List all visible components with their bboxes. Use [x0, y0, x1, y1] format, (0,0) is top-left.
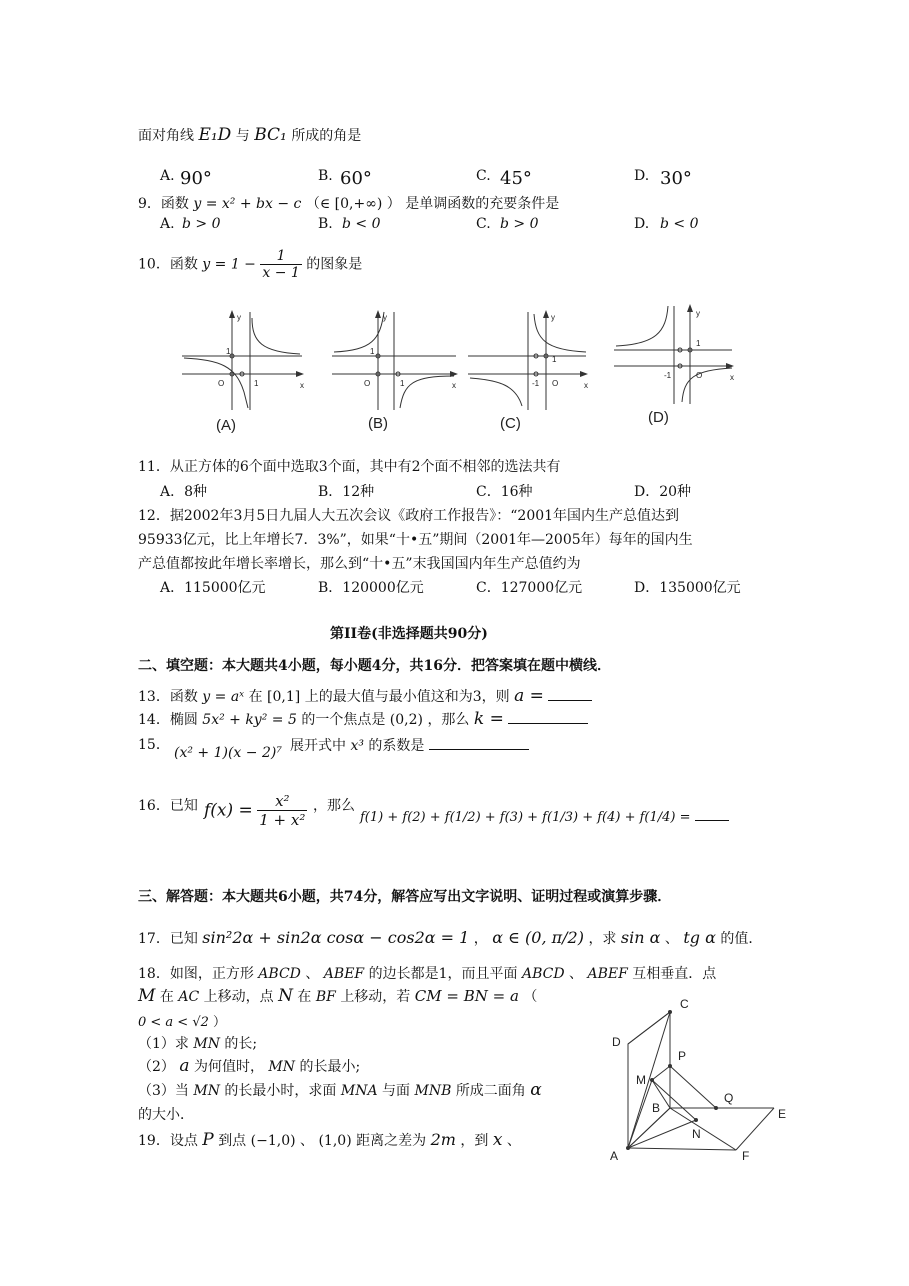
- q19-sep: 、: [300, 1133, 315, 1149]
- q10-frac-num: 1: [260, 248, 301, 265]
- q19-p2: (1,0): [318, 1133, 352, 1149]
- q18-sub3b: 的大小．: [138, 1107, 194, 1123]
- fig-label-a: A: [610, 1149, 619, 1163]
- fig-label-p: P: [678, 1049, 687, 1063]
- q18-n: N: [278, 986, 293, 1006]
- q9-rest: 是单调函数的充要条件是: [405, 196, 560, 212]
- q13-c: 上的最大值与最小值这和为3，则: [304, 689, 510, 705]
- q12-line2: 95933亿元，比上年增长7．3%”，如果“十•五”期间（2001年—2005年）每年的国内生: [138, 532, 693, 548]
- q14-pt: (0,2): [389, 712, 423, 728]
- q15-a: 15．: [138, 737, 170, 753]
- q9-opt-b-label: B.: [318, 216, 333, 232]
- q18-m: M: [138, 986, 156, 1006]
- q19-a: 19．设点: [138, 1133, 198, 1149]
- fig-label-d: D: [612, 1035, 621, 1049]
- q13-ans: a =: [514, 686, 544, 706]
- q15-b: 展开式中: [290, 738, 346, 754]
- q19-c: 距离之差为: [356, 1133, 427, 1149]
- part2-title: 第II卷(非选择题共90分): [330, 626, 488, 642]
- fig-label-b: B: [652, 1101, 661, 1115]
- q18-l1b: 的边长都是1，而且平面: [368, 966, 518, 982]
- q18-l2c: 在: [297, 989, 312, 1005]
- q18-bf: BF: [315, 989, 336, 1005]
- q18-sep: 、: [305, 966, 320, 982]
- q18-paren2: ）: [213, 1015, 227, 1030]
- q18-s1: （1）求: [138, 1036, 189, 1052]
- graph-b-label: (B): [368, 415, 388, 432]
- q16-then: ，那么: [313, 798, 355, 814]
- q16-num: x²: [257, 792, 307, 811]
- q8-end: 所成的角是: [291, 128, 362, 144]
- q13-expr: y = aˣ: [202, 689, 245, 705]
- q17-a: 17．已知: [138, 931, 198, 947]
- graph-d-1y: 1: [696, 339, 701, 348]
- q8-opt-a-value: 90°: [180, 168, 212, 189]
- graph-c-y: y: [551, 313, 555, 322]
- q18-mn: MN: [193, 1036, 220, 1052]
- q12-line3: 产总值都按此年增长率增长，那么到“十•五”末我国国内年生产总值约为: [138, 556, 581, 572]
- graph-a-label: (A): [216, 417, 236, 434]
- q18-alpha: α: [530, 1080, 542, 1100]
- q14-c: ，那么: [427, 712, 470, 728]
- q13-interval: [0,1]: [267, 689, 301, 705]
- q14-b: 的一个焦点是: [301, 712, 386, 728]
- q10-num: 10．函数: [138, 256, 198, 273]
- q9-opt-c-label: C.: [476, 216, 491, 232]
- q8-opt-d-label: D.: [634, 168, 650, 184]
- q12-opt-c: C．127000亿元: [476, 580, 583, 596]
- graph-b-x: x: [452, 381, 456, 390]
- q8-text: 面对角线: [138, 128, 194, 144]
- q18-cond: CM = BN = a: [414, 987, 519, 1005]
- q19-m: 2m: [430, 1130, 456, 1149]
- q18-l1a: 18．如图，正方形: [138, 966, 254, 982]
- q14-ans: k =: [473, 709, 504, 729]
- graph-d-o: O: [696, 371, 703, 380]
- q18-s3d: 所成二面角: [455, 1083, 526, 1099]
- q12-opt-a: A．115000亿元: [160, 580, 266, 596]
- q8-opt-b-label: B.: [318, 168, 333, 184]
- q18-abef2: ABEF: [587, 966, 628, 982]
- q19-x: x: [492, 1130, 503, 1150]
- fig-label-n: N: [692, 1127, 701, 1141]
- fig-label-q: Q: [724, 1091, 734, 1105]
- q18-sep2: 、: [569, 966, 584, 982]
- q18-abef: ABEF: [323, 966, 365, 982]
- graph-c-label: (C): [500, 415, 521, 432]
- q8-with: 与: [235, 128, 250, 144]
- graph-d-label: (D): [648, 409, 669, 426]
- q18-s2c: 的长最小;: [299, 1059, 361, 1075]
- graph-a-1y: 1: [226, 347, 231, 356]
- q18-s3: （3）当: [138, 1083, 189, 1099]
- graph-a-y: y: [237, 313, 241, 322]
- q10-lhs: y = 1 −: [202, 256, 256, 273]
- q9-opt-b-value: b < 0: [342, 216, 381, 232]
- q11-line: 11．从正方体的6个面中选取3个面，其中有2个面不相邻的选法共有: [138, 459, 561, 475]
- q9-opt-d-label: D.: [634, 216, 650, 232]
- q18-paren: （: [523, 989, 538, 1005]
- q9-expr: y = x² + bx − c: [193, 196, 302, 212]
- graph-b-o: O: [364, 379, 371, 388]
- q17-e: 的值．: [720, 931, 763, 947]
- q17-c: ，求: [588, 931, 617, 947]
- graph-d-x: x: [730, 373, 734, 382]
- q18-abcd: ABCD: [258, 966, 301, 982]
- q18-l2a: 在: [159, 989, 174, 1005]
- q18-mn2: MN: [268, 1059, 296, 1075]
- q19-d: ，到: [460, 1133, 489, 1149]
- q17-eq: sin²2α + sin2α cosα − cos2α = 1: [202, 928, 470, 947]
- q10-frac-den: x − 1: [262, 265, 300, 281]
- q19-p: P: [202, 1130, 214, 1150]
- graph-d-y: y: [696, 309, 700, 318]
- q9-opt-d-value: b < 0: [660, 216, 699, 232]
- q16-label: 16．已知: [138, 798, 198, 814]
- q18-s2b: 为何值时，: [193, 1059, 264, 1075]
- q17-dom: α ∈ (0, π/2): [492, 928, 584, 947]
- q9-domain: （∈ [0,+∞) ）: [305, 196, 401, 212]
- q15-term: x³: [350, 738, 364, 754]
- q8-e1d: E₁D: [198, 125, 232, 145]
- q17-t2: tg α: [683, 928, 716, 947]
- q15-c: 的系数是: [368, 738, 425, 754]
- q17-t1: sin α: [620, 928, 661, 947]
- q8-opt-c-value: 45°: [500, 168, 532, 189]
- q8-opt-a-label: A.: [160, 168, 175, 184]
- q18-l2d: 上移动，若: [340, 989, 411, 1005]
- q8-opt-c-label: C.: [476, 168, 491, 184]
- q8-opt-d-value: 30°: [660, 168, 692, 189]
- q11-opt-b: B．12种: [318, 484, 375, 500]
- q18-mna: MNA: [340, 1083, 378, 1099]
- graph-b-1y: 1: [370, 347, 375, 356]
- graph-b-1x: 1: [400, 379, 405, 388]
- graph-a-o: O: [218, 379, 225, 388]
- q11-opt-c: C．16种: [476, 484, 533, 500]
- q18-range: 0 < a < √2: [138, 1015, 209, 1030]
- fig-label-c: C: [680, 997, 689, 1011]
- q19-e: 、: [506, 1133, 521, 1149]
- q17-d: 、: [664, 931, 679, 947]
- q18-mnb: MNB: [414, 1083, 452, 1099]
- q16-lhs: f(x) =: [204, 800, 253, 821]
- q16-den: 1 + x²: [259, 811, 306, 829]
- q14-a: 14．椭圆: [138, 712, 198, 728]
- q12-opt-d: D．135000亿元: [634, 580, 741, 596]
- q18-ac: AC: [178, 989, 200, 1005]
- fig-label-f: F: [742, 1149, 750, 1163]
- q14-expr: 5x² + ky² = 5: [202, 712, 297, 728]
- fig-label-e: E: [778, 1107, 787, 1121]
- graph-d-neg1: -1: [664, 371, 672, 380]
- q18-s2: （2）: [138, 1059, 175, 1075]
- graph-c-1y: 1: [552, 355, 557, 364]
- q9-opt-a-label: A.: [160, 216, 175, 232]
- q18-abcd2: ABCD: [521, 966, 565, 982]
- q12-opt-b: B．120000亿元: [318, 580, 424, 596]
- q16-sum-text: f(1) + f(2) + f(1/2) + f(3) + f(1/3) + f(4) + f(1/4) =: [360, 810, 691, 825]
- q15-expr: (x² + 1)(x − 2)⁷: [174, 745, 282, 761]
- q13-b: 在: [248, 689, 263, 705]
- q8-opt-b-value: 60°: [340, 168, 372, 189]
- q12-line1: 12．据2002年3月5日九届人大五次会议《政府工作报告》：“2001年国内生产总值达到: [138, 508, 680, 524]
- q11-opt-d: D．20种: [634, 484, 692, 500]
- q18-s3c: 与面: [382, 1083, 411, 1099]
- fig-label-m: M: [636, 1073, 646, 1087]
- section3-heading: 三、解答题：本大题共6小题，共74分，解答应写出文字说明、证明过程或演算步骤．: [138, 889, 672, 905]
- graph-b-y: y: [383, 313, 387, 322]
- graph-a-x: x: [300, 381, 304, 390]
- q18-mn3: MN: [193, 1083, 220, 1099]
- q17-b: ，: [473, 931, 488, 947]
- graph-c-neg1: -1: [532, 379, 540, 388]
- q18-l2b: 上移动，点: [203, 989, 274, 1005]
- q11-opt-a: A．8种: [160, 484, 208, 500]
- q19-b: 到点: [218, 1133, 247, 1149]
- q18-s1b: 的长;: [224, 1036, 258, 1052]
- graph-c-x: x: [584, 381, 588, 390]
- q9-opt-a-value: b > 0: [182, 216, 221, 232]
- q18-l1c: 互相垂直．点: [632, 966, 717, 982]
- q18-s3b: 的长最小时，求面: [224, 1083, 337, 1099]
- q9-opt-c-value: b > 0: [500, 216, 539, 232]
- graph-c-o: O: [552, 379, 559, 388]
- section2-heading: 二、填空题：本大题共4小题，每小题4分，共16分．把答案填在题中横线．: [138, 658, 611, 674]
- q19-p1: (−1,0): [250, 1133, 296, 1149]
- q8-bc1: BC₁: [254, 125, 287, 145]
- q10-rest: 的图象是: [306, 256, 363, 273]
- q13-a: 13．函数: [138, 689, 198, 705]
- graph-a-1x: 1: [254, 379, 259, 388]
- q18-a-var: a: [179, 1056, 190, 1076]
- q9-num: 9．函数: [138, 196, 189, 212]
